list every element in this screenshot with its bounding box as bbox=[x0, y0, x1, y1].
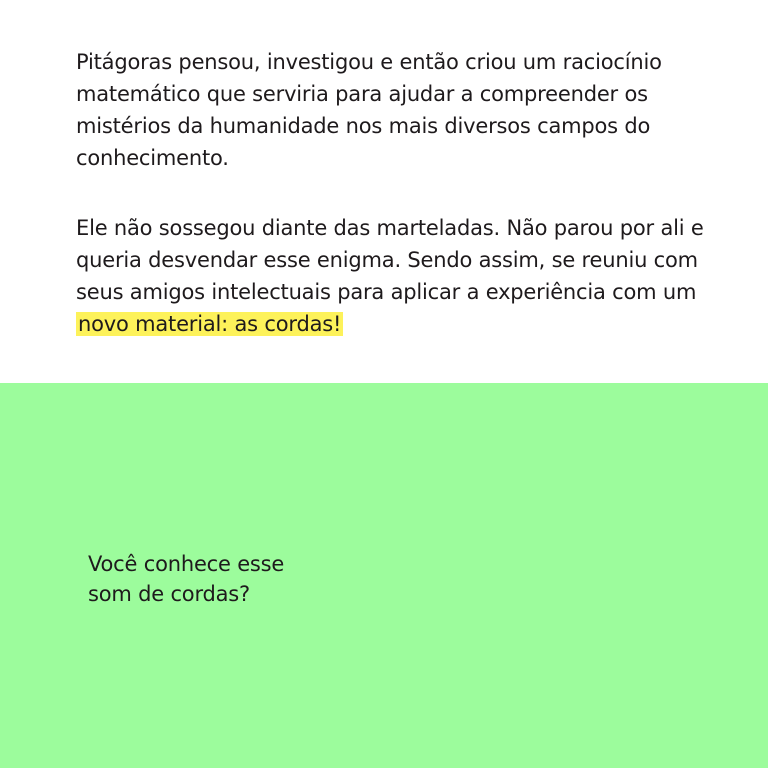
highlighted-phrase: novo material: as cordas! bbox=[78, 312, 342, 336]
green-panel bbox=[0, 383, 768, 768]
question-line-1: Você conhece esse bbox=[88, 552, 285, 576]
paragraph-experiment-text: Ele não sossegou diante das marteladas. Não parou por ali e queria desvendar esse enigma. Sendo assim, se reuniu com seus amigos intelectuais para aplicar a experiência com um bbox=[76, 216, 704, 304]
question-text bbox=[88, 549, 388, 609]
paragraph-experiment bbox=[76, 212, 716, 340]
question-line-2: som de cordas? bbox=[88, 582, 250, 606]
paragraph-intro: Pitágoras pensou, investigou e então criou um raciocínio matemático que serviria para ajudar a compreender os mistérios da humanidade nos mais diversos campos do conhecimento. bbox=[76, 50, 662, 170]
text-panel bbox=[0, 0, 768, 383]
